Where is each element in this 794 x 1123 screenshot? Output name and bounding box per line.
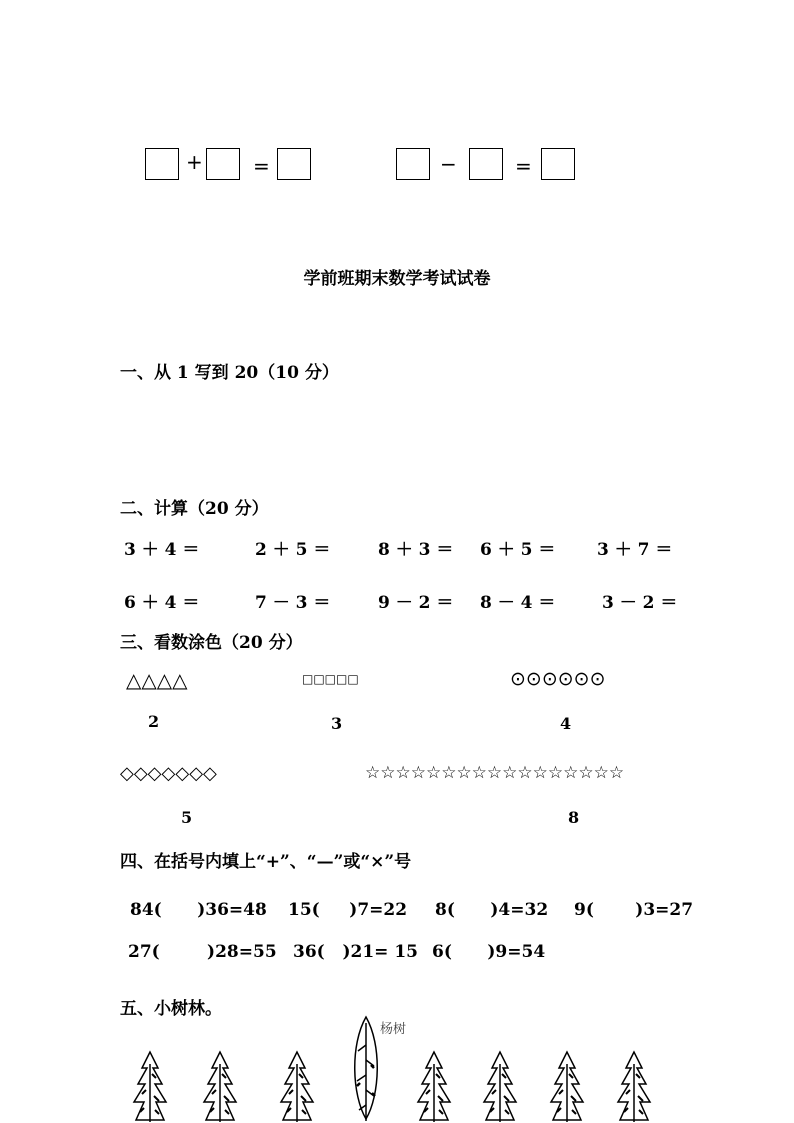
calc-item: 3 ＋ 4 ＝ [124,540,200,560]
calc-item: 6 ＋ 4 ＝ [124,593,200,613]
calc-item: 6 ＋ 5 ＝ [480,540,556,560]
section1-heading: 一、从 1 写到 20（10 分） [120,363,339,383]
fill-operator-item[interactable]: 27( )28=55 [128,942,277,962]
section4-heading: 四、在括号内填上“+”、“—”或“×”号 [120,852,412,872]
pine-tree-icon[interactable] [412,1050,456,1123]
answer-box-1[interactable] [145,148,179,180]
fill-operator-item[interactable]: 9( )3=27 [574,900,694,920]
star-shapes[interactable]: ☆☆☆☆☆☆☆☆☆☆☆☆☆☆☆☆☆ [365,763,625,783]
fill-operator-item[interactable]: 6( )9=54 [432,942,546,962]
calc-item: 9 － 2 ＝ [378,593,454,613]
fill-operator-item[interactable]: 36( )21= 15 [293,942,418,962]
equals-sign: = [253,154,270,178]
answer-box-3[interactable] [277,148,311,180]
fill-operator-item[interactable]: 84( )36=48 [130,900,267,920]
count-squares: 3 [331,714,343,733]
poplar-label: 杨树 [380,1022,407,1037]
pine-tree-icon[interactable] [198,1050,242,1123]
pine-tree-icon[interactable] [478,1050,522,1123]
fill-operator-item[interactable]: 8( )4=32 [435,900,549,920]
triangle-shapes[interactable]: △△△△ [126,668,188,692]
calc-item: 8 － 4 ＝ [480,593,556,613]
pine-tree-icon[interactable] [275,1050,319,1123]
section5-heading: 五、小树林。 [120,999,222,1019]
answer-box-6[interactable] [541,148,575,180]
count-diamonds: 5 [181,808,193,827]
pine-tree-icon[interactable] [128,1050,172,1123]
poplar-tree-icon[interactable] [346,1015,386,1123]
page-title: 学前班期末数学考试试卷 [303,269,491,289]
section3-heading: 三、看数涂色（20 分） [120,633,303,653]
answer-box-2[interactable] [206,148,240,180]
count-triangles: 2 [148,712,160,731]
calc-item: 2 ＋ 5 ＝ [255,540,331,560]
square-shapes[interactable]: □□□□□ [302,672,359,686]
calc-item: 3 － 2 ＝ [602,593,678,613]
fill-operator-item[interactable]: 15( )7=22 [288,900,408,920]
pine-tree-icon[interactable] [612,1050,656,1123]
calc-item: 8 ＋ 3 ＝ [378,540,454,560]
pine-tree-icon[interactable] [545,1050,589,1123]
count-circles: 4 [560,714,572,733]
diamond-shapes[interactable]: ◇◇◇◇◇◇◇ [120,763,217,784]
circle-shapes[interactable]: ⊙⊙⊙⊙⊙⊙ [510,668,606,690]
minus-sign: − [440,152,457,176]
answer-box-5[interactable] [469,148,503,180]
section2-heading: 二、计算（20 分） [120,499,269,519]
equals-sign-2: = [515,154,532,178]
count-stars: 8 [568,808,580,827]
answer-box-4[interactable] [396,148,430,180]
calc-item: 3 ＋ 7 ＝ [597,540,673,560]
calc-item: 7 － 3 ＝ [255,593,331,613]
plus-sign: + [186,150,203,174]
